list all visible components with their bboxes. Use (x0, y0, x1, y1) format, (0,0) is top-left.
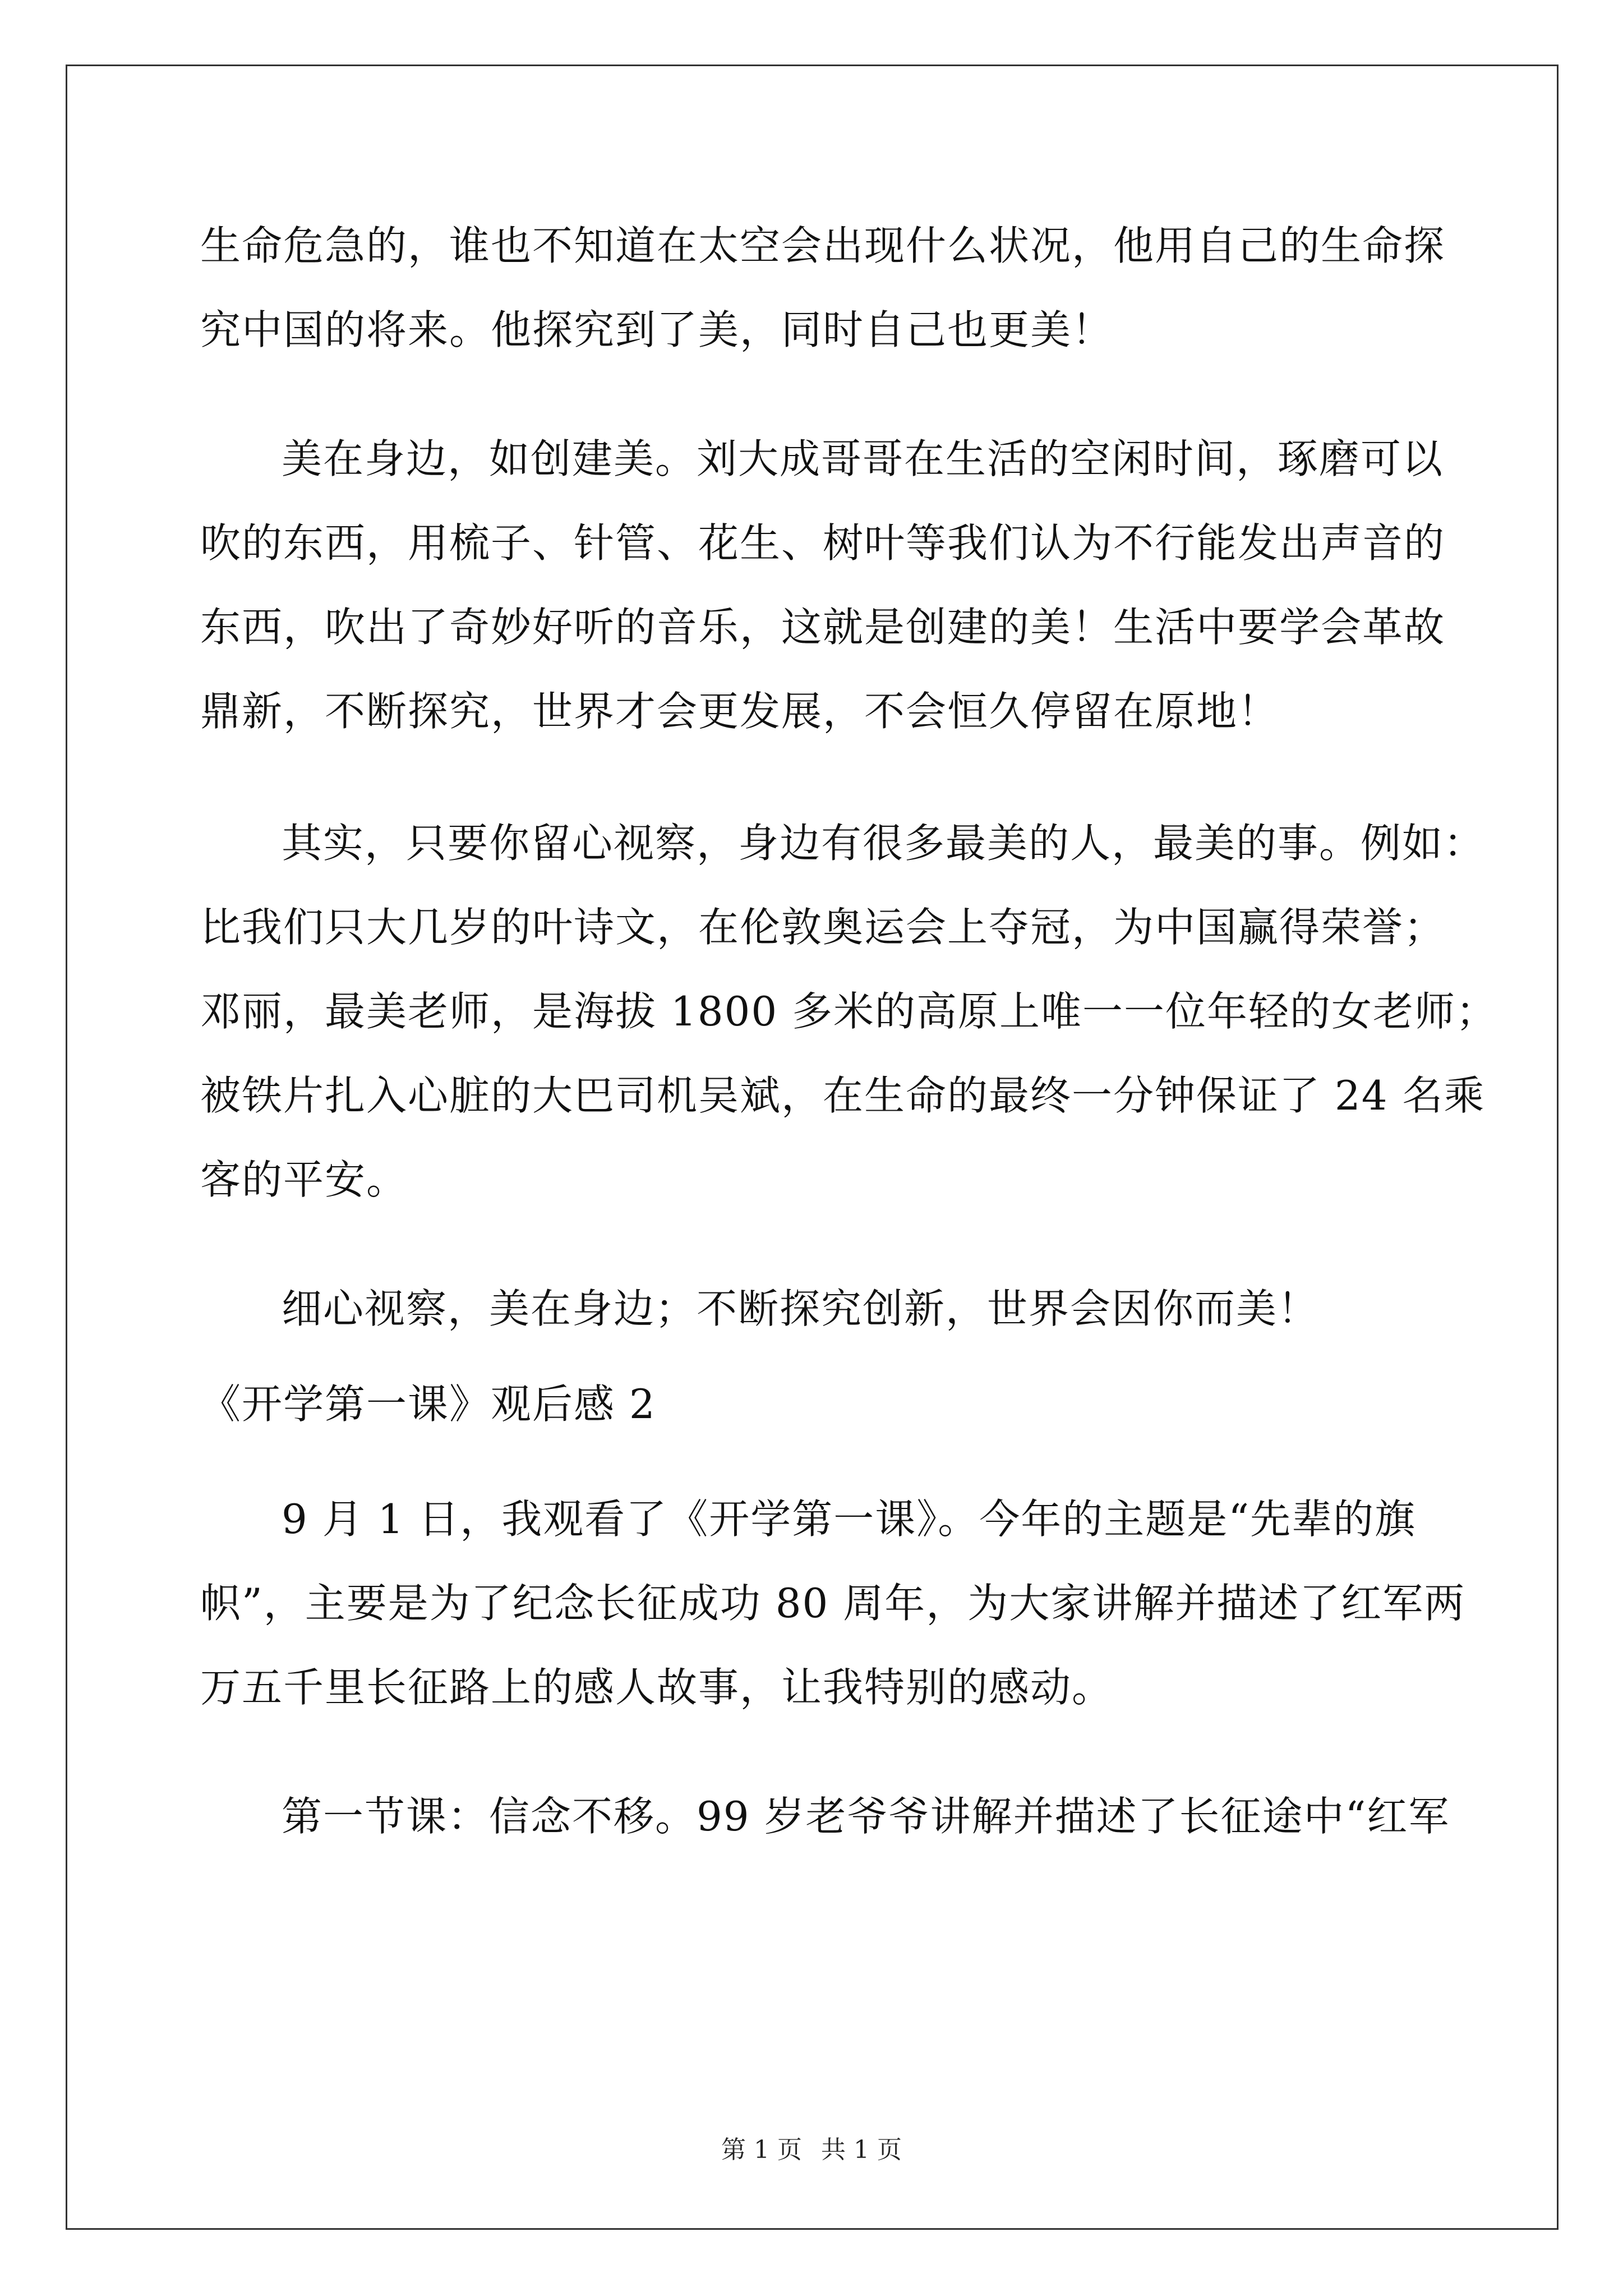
text-line: 万五千里长征路上的感人故事，让我特别的感动。 (200, 1664, 1114, 1711)
text-line: 帜”，主要是为了纪念长征成功 80 周年，为大家讲解并描述了红军两 (200, 1580, 1466, 1627)
paragraph-start: 其实，只要你留心视察，身边有很多最美的人，最美的事。例如： (282, 820, 1486, 867)
text-line: 被铁片扎入心脏的大巴司机吴斌，在生命的最终一分钟保证了 24 名乘 (200, 1072, 1486, 1119)
section-heading: 《开学第一课》观后感 2 (200, 1381, 656, 1428)
text-line: 鼎新，不断探究，世界才会更发展，不会恒久停留在原地！ (200, 688, 1280, 735)
text-line: 东西，吹出了奇妙好听的音乐，这就是创建的美！生活中要学会革故 (200, 604, 1446, 651)
paragraph-start: 细心视察，美在身边；不断探究创新，世界会因你而美！ (282, 1285, 1320, 1332)
page-total: 共 1 页 (821, 2136, 902, 2164)
paragraph-start: 9 月 1 日，我观看了《开学第一课》。今年的主题是“先辈的旗 (282, 1496, 1417, 1543)
text-line: 邓丽，最美老师，是海拔 1800 多米的高原上唯一一位年轻的女老师； (200, 988, 1498, 1035)
text-line: 比我们只大几岁的叶诗文，在伦敦奥运会上夺冠，为中国赢得荣誉； (200, 904, 1446, 951)
paragraph-start: 美在身边，如创建美。刘大成哥哥在生活的空闲时间，琢磨可以 (282, 435, 1444, 482)
text-line: 客的平安。 (200, 1156, 408, 1203)
paragraph-start: 第一节课：信念不移。99 岁老爷爷讲解并描述了长征途中“红军 (282, 1793, 1450, 1840)
page-number: 第 1 页 (721, 2136, 802, 2164)
text-line: 生命危急的，谁也不知道在太空会出现什么状况，他用自己的生命探 (200, 222, 1446, 269)
text-line: 究中国的将来。他探究到了美，同时自己也更美！ (200, 306, 1114, 353)
page-frame (66, 65, 1559, 2230)
page-footer (0, 2134, 1623, 2166)
text-line: 吹的东西，用梳子、针管、花生、树叶等我们认为不行能发出声音的 (200, 519, 1446, 567)
